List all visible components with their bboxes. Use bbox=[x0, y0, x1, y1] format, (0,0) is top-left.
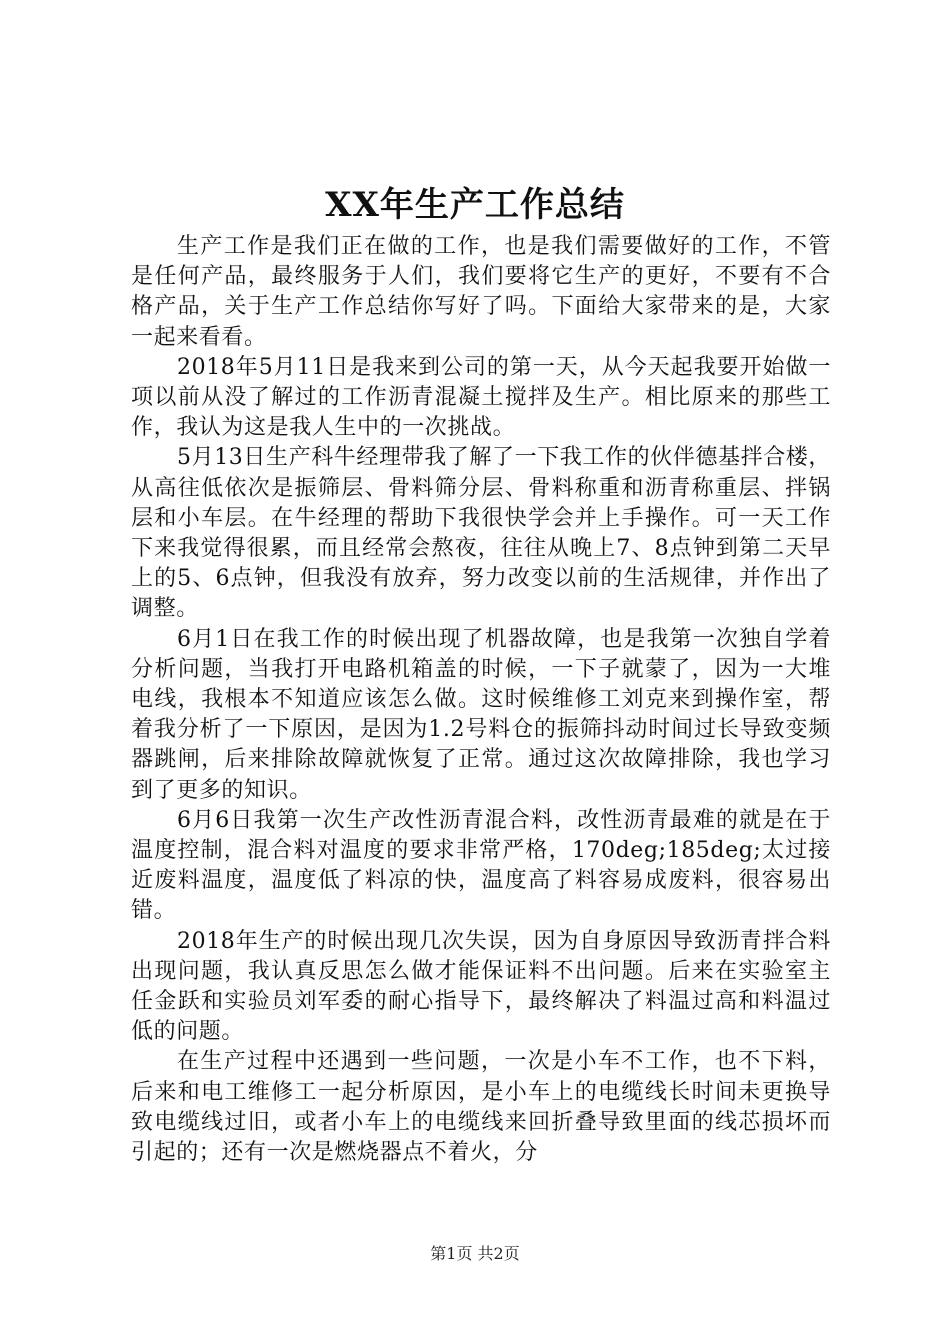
paragraph-modified-asphalt: 6月6日我第一次生产改性沥青混合料，改性沥青最难的就是在于温度控制，混合料对温度的要求非常严格，170deg;185deg;太过接近废料温度，温度低了料凉的快，温度高了料容易成废料，很容易出错。 bbox=[131, 807, 831, 924]
document-title: XX年生产工作总结 bbox=[325, 185, 625, 225]
paragraph-problems: 在生产过程中还遇到一些问题，一次是小车不工作，也不下料，后来和电工维修工一起分析原因，是小车上的电缆线长时间未更换导致电缆线过旧，或者小车上的电缆线来回折叠导致里面的线芯损坏而引起的；还有一次是燃烧器点不着火，分 bbox=[131, 1049, 831, 1166]
paragraph-mixing-plant: 5月13日生产科牛经理带我了解了一下我工作的伙伴德基拌合楼，从高往低依次是振筛层、骨料筛分层、骨料称重和沥青称重层、拌锅层和小车层。在牛经理的帮助下我很快学会并上手操作。可一天工作下来我觉得很累，而且经常会熬夜，往往从晚上7、8点钟到第二天早上的5、6点钟，但我没有放弃，努力改变以前的生活规律，并作出了调整。 bbox=[131, 445, 831, 622]
document-body bbox=[131, 232, 831, 1168]
paragraph-mistakes: 2018年生产的时候出现几次失误，因为自身原因导致沥青拌合料出现问题，我认真反思怎么做才能保证料不出问题。后来在实验室主任金跃和实验员刘军委的耐心指导下，最终解决了料温过高和料温过低的问题。 bbox=[131, 928, 831, 1045]
paragraph-intro: 生产工作是我们正在做的工作，也是我们需要做好的工作，不管是任何产品，最终服务于人们，我们要将它生产的更好，不要有不合格产品，关于生产工作总结你写好了吗。下面给大家带来的是，大家一起来看看。 bbox=[131, 234, 831, 350]
paragraph-first-day: 2018年5月11日是我来到公司的第一天，从今天起我要开始做一项以前从没了解过的工作沥青混凝土搅拌及生产。相比原来的那些工作，我认为这是我人生中的一次挑战。 bbox=[131, 354, 831, 441]
page-number-footer: 第1页 共2页 bbox=[430, 1244, 520, 1263]
paragraph-machine-fault: 6月1日在我工作的时候出现了机器故障，也是我第一次独自学着分析问题，当我打开电路机箱盖的时候，一下子就蒙了，因为一大堆电线，我根本不知道应该怎么做。这时候维修工刘克来到操作室，帮着我分析了一下原因，是因为1.2号料仓的振筛抖动时间过长导致变频器跳闸，后来排除故障就恢复了正常。通过这次故障排除，我也学习到了更多的知识。 bbox=[131, 626, 831, 803]
